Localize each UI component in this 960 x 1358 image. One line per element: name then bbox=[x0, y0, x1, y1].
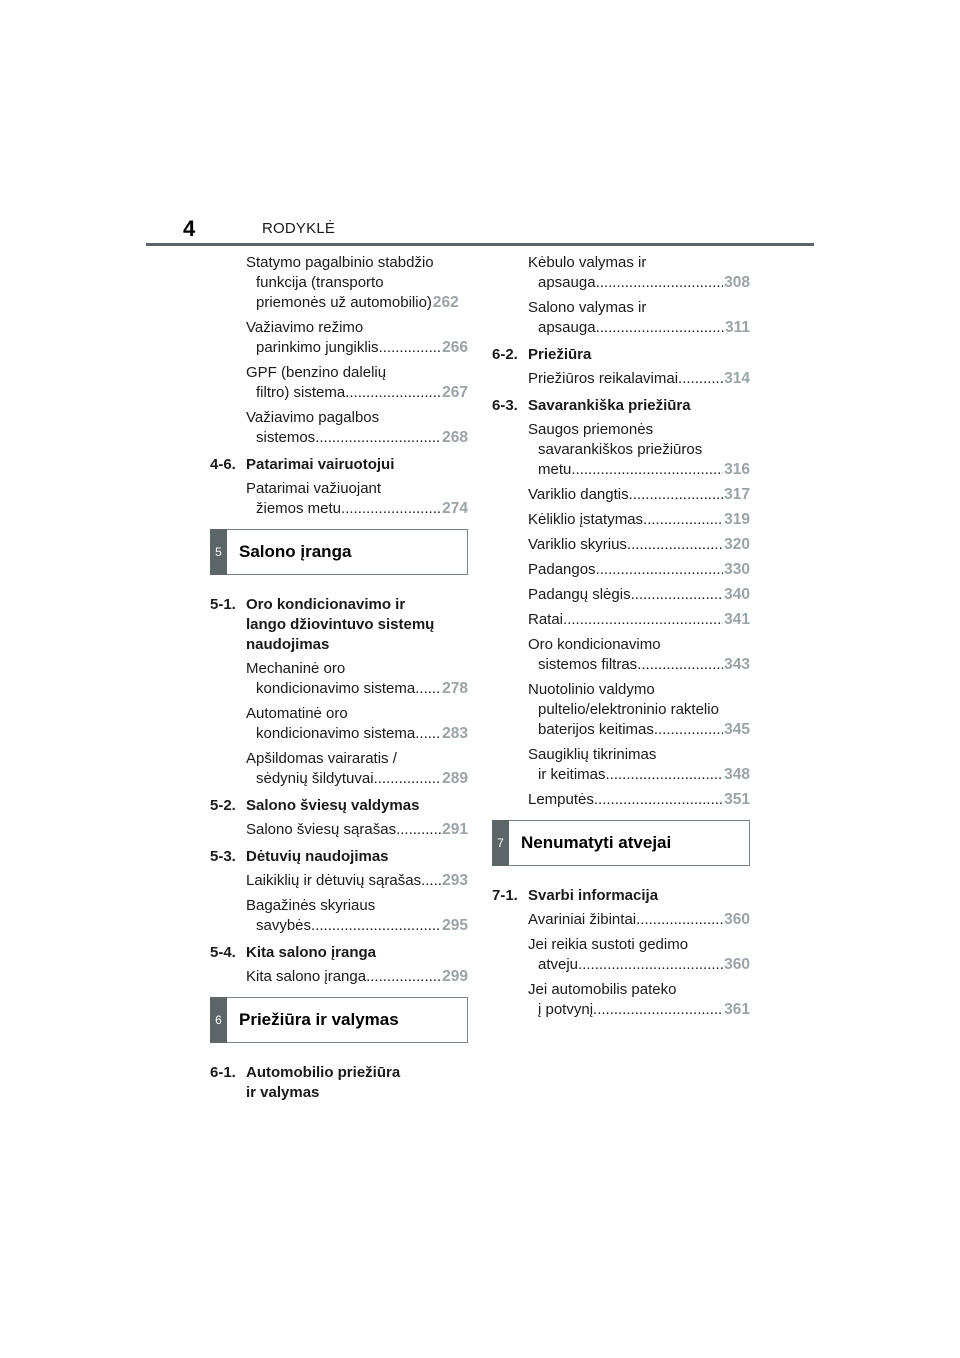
leader-dots bbox=[596, 318, 724, 338]
page-ref[interactable]: 316 bbox=[724, 461, 750, 478]
section-5-banner[interactable] bbox=[210, 529, 468, 575]
subsection-title: Svarbi informacija bbox=[528, 887, 659, 904]
toc-entry[interactable] bbox=[210, 871, 468, 891]
page-header-title: RODYKLĖ bbox=[262, 220, 336, 237]
subsection-title: Savarankiška priežiūra bbox=[528, 397, 691, 414]
entry-title-cont: kondicionavimo sistema bbox=[256, 725, 416, 742]
subsection-title: Oro kondicionavimo ir bbox=[246, 596, 406, 613]
toc-entry[interactable] bbox=[210, 820, 468, 840]
entry-title: Statymo pagalbinio stabdžio bbox=[246, 254, 434, 271]
entry-title: GPF (benzino dalelių bbox=[246, 364, 387, 381]
subsection-heading bbox=[492, 396, 750, 416]
page-ref[interactable]: 341 bbox=[724, 611, 750, 628]
subsection-number: 5-1. bbox=[210, 596, 236, 613]
page-ref[interactable]: 274 bbox=[442, 500, 468, 517]
page-ref[interactable]: 278 bbox=[442, 680, 468, 697]
subsection-number: 5-4. bbox=[210, 944, 236, 961]
page-ref[interactable]: 283 bbox=[442, 725, 468, 742]
entry-title-cont: atveju bbox=[538, 956, 579, 973]
toc-entry[interactable] bbox=[210, 408, 468, 448]
entry-title-cont: pultelio/elektroninio raktelio bbox=[538, 701, 719, 718]
leader-dots bbox=[311, 916, 441, 936]
toc-entry[interactable] bbox=[492, 420, 750, 480]
subsection-title: Priežiūra bbox=[528, 346, 592, 363]
leader-dots bbox=[678, 369, 723, 389]
section-title: Salono įranga bbox=[239, 542, 352, 561]
entry-title-cont: parinkimo jungiklis bbox=[256, 339, 379, 356]
subsection-title: Dėtuvių naudojimas bbox=[246, 848, 389, 865]
leader-dots bbox=[578, 955, 723, 975]
subsection-number: 6-1. bbox=[210, 1064, 236, 1081]
entry-title: Saugiklių tikrinimas bbox=[528, 746, 657, 763]
toc-entry[interactable] bbox=[492, 585, 750, 605]
leader-dots bbox=[596, 273, 724, 293]
leader-dots bbox=[594, 790, 723, 810]
entry-title: Variklio skyrius bbox=[528, 536, 627, 553]
entry-title: Salono valymas ir bbox=[528, 299, 647, 316]
toc-entry[interactable] bbox=[492, 910, 750, 930]
entry-title-cont: kondicionavimo sistema bbox=[256, 680, 416, 697]
entry-title: Laikiklių ir dėtuvių sąrašas bbox=[246, 872, 422, 889]
subsection-number: 6-2. bbox=[492, 346, 518, 363]
entry-title: Saugos priemonės bbox=[528, 421, 654, 438]
entry-title: Salono šviesų sąrašas bbox=[246, 821, 397, 838]
page-ref[interactable]: 340 bbox=[724, 586, 750, 603]
toc-entry[interactable] bbox=[210, 749, 468, 789]
leader-dots bbox=[563, 610, 723, 630]
entry-title-cont: baterijos keitimas bbox=[538, 721, 654, 738]
toc-entry[interactable] bbox=[492, 369, 750, 389]
leader-dots bbox=[341, 499, 441, 519]
entry-title-cont: filtro) sistema bbox=[256, 384, 346, 401]
toc-entry[interactable] bbox=[210, 318, 468, 358]
leader-dots bbox=[637, 655, 723, 675]
toc-entry[interactable] bbox=[492, 298, 750, 338]
leader-dots bbox=[379, 338, 442, 358]
page-ref[interactable]: 320 bbox=[724, 536, 750, 553]
page-ref[interactable]: 299 bbox=[442, 968, 468, 985]
subsection-title: naudojimas bbox=[246, 636, 330, 653]
toc-column-left bbox=[210, 253, 468, 1107]
entry-title-cont: metu bbox=[538, 461, 572, 478]
subsection-title: Salono šviesų valdymas bbox=[246, 797, 420, 814]
subsection-number: 5-2. bbox=[210, 797, 236, 814]
toc-entry[interactable] bbox=[492, 485, 750, 505]
toc-entry[interactable] bbox=[210, 479, 468, 519]
page-ref[interactable]: 308 bbox=[724, 274, 750, 291]
section-number-tab: 6 bbox=[210, 997, 227, 1043]
entry-title-cont: ir keitimas bbox=[538, 766, 606, 783]
entry-title-cont: sistemos filtras bbox=[538, 656, 638, 673]
toc-entry[interactable] bbox=[492, 680, 750, 740]
subsection-title: ir valymas bbox=[246, 1084, 320, 1101]
page-ref[interactable]: 345 bbox=[724, 721, 750, 738]
entry-title-cont: sėdynių šildytuvai bbox=[256, 770, 374, 787]
subsection-title: Patarimai vairuotojui bbox=[246, 456, 395, 473]
subsection-heading bbox=[492, 886, 750, 906]
toc-entry[interactable] bbox=[492, 560, 750, 580]
subsection-heading bbox=[492, 345, 750, 365]
section-7-banner[interactable] bbox=[492, 820, 750, 866]
toc-entry[interactable] bbox=[210, 253, 468, 313]
toc-entry[interactable] bbox=[492, 935, 750, 975]
leader-dots bbox=[415, 724, 441, 744]
section-title: Priežiūra ir valymas bbox=[239, 1010, 399, 1029]
page-ref[interactable]: 319 bbox=[724, 511, 750, 528]
subsection-number: 6-3. bbox=[492, 397, 518, 414]
entry-title: Oro kondicionavimo bbox=[528, 636, 661, 653]
page-ref[interactable]: 267 bbox=[442, 384, 468, 401]
toc-entry[interactable] bbox=[492, 980, 750, 1020]
leader-dots bbox=[606, 765, 724, 785]
page-number: 4 bbox=[183, 216, 196, 241]
leader-dots bbox=[366, 967, 441, 987]
toc-entry[interactable] bbox=[492, 745, 750, 785]
entry-title-cont: priemonės už automobilio) bbox=[256, 294, 432, 311]
toc-entry[interactable] bbox=[492, 510, 750, 530]
entry-title-cont: apsauga bbox=[538, 274, 596, 291]
toc-entry[interactable] bbox=[492, 790, 750, 810]
leader-dots bbox=[374, 769, 442, 789]
leader-dots bbox=[643, 510, 723, 530]
section-6-banner[interactable] bbox=[210, 997, 468, 1043]
entry-title-cont: sistemos bbox=[256, 429, 316, 446]
page-ref[interactable]: 348 bbox=[724, 766, 750, 783]
entry-title: Važiavimo režimo bbox=[246, 319, 364, 336]
entry-title: Kėbulo valymas ir bbox=[528, 254, 647, 271]
page-ref[interactable]: 289 bbox=[442, 770, 468, 787]
entry-title: Kėliklio įstatymas bbox=[528, 511, 644, 528]
entry-title: Nuotolinio valdymo bbox=[528, 681, 655, 698]
entry-title: Važiavimo pagalbos bbox=[246, 409, 380, 426]
leader-dots bbox=[636, 910, 723, 930]
subsection-number: 5-3. bbox=[210, 848, 236, 865]
entry-title: Patarimai važiuojant bbox=[246, 480, 382, 497]
toc-entry[interactable] bbox=[492, 610, 750, 630]
subsection-title: Automobilio priežiūra bbox=[246, 1064, 401, 1081]
toc-entry[interactable] bbox=[492, 253, 750, 293]
subsection-heading bbox=[210, 595, 468, 655]
page-ref[interactable]: 262 bbox=[432, 294, 459, 311]
page-ref[interactable]: 360 bbox=[724, 956, 750, 973]
entry-title: Avariniai žibintai bbox=[528, 911, 637, 928]
entry-title-cont: funkcija (transporto bbox=[256, 274, 384, 291]
entry-title: Jei reikia sustoti gedimo bbox=[528, 936, 689, 953]
entry-title: Bagažinės skyriaus bbox=[246, 897, 376, 914]
subsection-heading bbox=[210, 455, 468, 475]
entry-title: Padangų slėgis bbox=[528, 586, 631, 603]
leader-dots bbox=[396, 820, 441, 840]
subsection-title: lango džiovintuvo sistemų bbox=[246, 616, 435, 633]
entry-title: Automatinė oro bbox=[246, 705, 348, 722]
leader-dots bbox=[631, 585, 724, 605]
subsection-heading bbox=[210, 1063, 468, 1103]
toc-entry[interactable] bbox=[492, 535, 750, 555]
page-ref[interactable]: 360 bbox=[724, 911, 750, 928]
section-number-tab: 7 bbox=[492, 820, 509, 866]
page-ref[interactable]: 361 bbox=[724, 1001, 750, 1018]
subsection-number: 4-6. bbox=[210, 456, 236, 473]
toc-entry[interactable] bbox=[210, 896, 468, 936]
section-title: Nenumatyti atvejai bbox=[521, 833, 672, 852]
leader-dots bbox=[415, 679, 441, 699]
entry-title-cont: žiemos metu bbox=[256, 500, 342, 517]
page-ref[interactable]: 330 bbox=[724, 561, 750, 578]
page-ref[interactable]: 266 bbox=[442, 339, 468, 356]
leader-dots bbox=[593, 1000, 723, 1020]
section-number-tab: 5 bbox=[210, 529, 227, 575]
page-ref[interactable]: 291 bbox=[442, 821, 468, 838]
leader-dots bbox=[627, 535, 723, 555]
entry-title-cont: apsauga bbox=[538, 319, 596, 336]
page-ref[interactable]: 343 bbox=[724, 656, 750, 673]
entry-title-cont: savybės bbox=[256, 917, 312, 934]
entry-title: Jei automobilis pateko bbox=[528, 981, 677, 998]
page-ref[interactable]: 311 bbox=[724, 319, 750, 336]
toc-entry[interactable] bbox=[210, 704, 468, 744]
entry-title: Priežiūros reikalavimai bbox=[528, 370, 679, 387]
toc-column-right bbox=[492, 253, 750, 1020]
subsection-title: Kita salono įranga bbox=[246, 944, 377, 961]
page-ref[interactable]: 317 bbox=[724, 486, 750, 503]
entry-title: Ratai bbox=[528, 611, 564, 628]
entry-title-cont: savarankiškos priežiūros bbox=[538, 441, 703, 458]
page-ref[interactable]: 351 bbox=[724, 791, 750, 808]
page-ref[interactable]: 295 bbox=[442, 917, 468, 934]
entry-title: Variklio dangtis bbox=[528, 486, 629, 503]
leader-dots bbox=[571, 460, 723, 480]
leader-dots bbox=[315, 428, 441, 448]
leader-dots bbox=[596, 560, 724, 580]
leader-dots bbox=[654, 720, 723, 740]
toc-entry[interactable] bbox=[492, 635, 750, 675]
page-ref[interactable]: 314 bbox=[724, 370, 750, 387]
subsection-number: 7-1. bbox=[492, 887, 518, 904]
toc-entry[interactable] bbox=[210, 967, 468, 987]
subsection-heading bbox=[210, 796, 468, 816]
leader-dots bbox=[629, 485, 724, 505]
toc-entry[interactable] bbox=[210, 363, 468, 403]
entry-title-cont: į potvynį bbox=[538, 1001, 594, 1018]
entry-title: Kita salono įranga bbox=[246, 968, 367, 985]
leader-dots bbox=[345, 383, 441, 403]
page-ref[interactable]: 293 bbox=[442, 872, 468, 889]
header-rule bbox=[146, 243, 814, 246]
subsection-heading bbox=[210, 943, 468, 963]
subsection-heading bbox=[210, 847, 468, 867]
toc-entry[interactable] bbox=[210, 659, 468, 699]
leader-dots bbox=[421, 871, 441, 891]
entry-title: Mechaninė oro bbox=[246, 660, 346, 677]
entry-title: Apšildomas vairaratis / bbox=[246, 750, 397, 767]
entry-title: Lemputės bbox=[528, 791, 594, 808]
page-ref[interactable]: 268 bbox=[442, 429, 468, 446]
entry-title: Padangos bbox=[528, 561, 596, 578]
